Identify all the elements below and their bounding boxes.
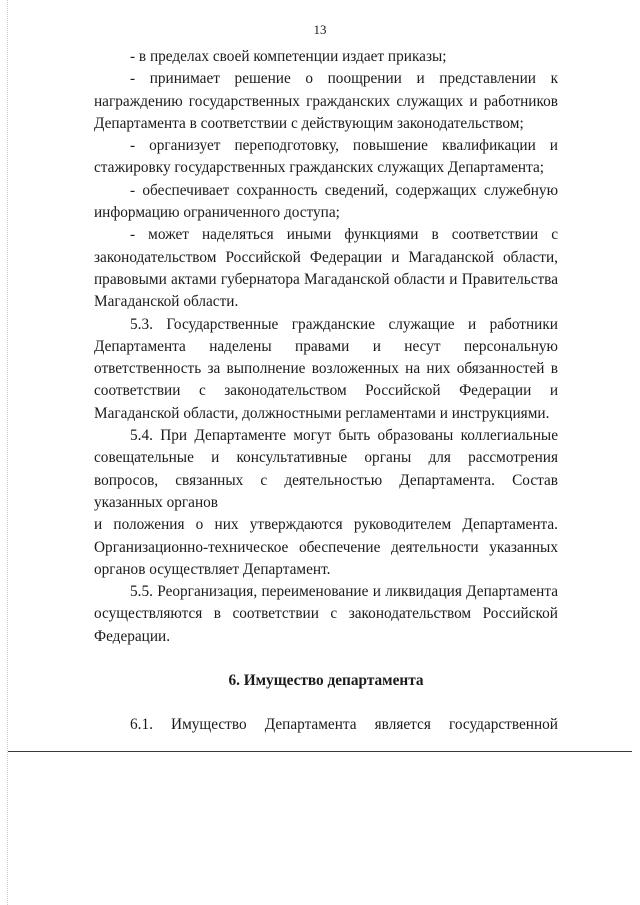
paragraph-other-functions: - может наделяться иными функциями в соответствии с законодательством Российской Федерации и Магаданской области, правовыми актами губернатора Магаданской области и Правительства Магаданской области. bbox=[94, 226, 558, 311]
binding-edge bbox=[7, 0, 8, 905]
section-heading: 6. Имущество департамента bbox=[228, 672, 424, 690]
paragraph-issue-orders: - в пределах своей компетенции издает приказы; bbox=[130, 48, 447, 65]
paragraph-5-5: 5.5. Реорганизация, переименование и ликвидация Департамента осуществляются в соответствии с законодательством Российской Федерации. bbox=[94, 583, 558, 645]
paragraph-5-4-continued: и положения о них утверждаются руководителем Департамента. Организационно-техническое обеспечение деятельности указанных органов осуществляет Департамент. bbox=[94, 516, 558, 578]
paragraph-5-4: 5.4. При Департаменте могут быть образованы коллегиальные совещательные и консультативные органы для рассмотрения вопросов, связанных с деятельностью Департамента. Состав указанных органов bbox=[94, 427, 558, 511]
paragraph-6-1: 6.1. Имущество Департамента является государственной bbox=[130, 716, 558, 734]
paragraph-5-3: 5.3. Государственные гражданские служащие и работники Департамента наделены правами и несут персональную ответственность за выполнение возложенных на них обязанностей в соответствии с законодательством Российской Федерации и Магаданской области, должностными регламентами и инструкциями. bbox=[94, 315, 558, 422]
paragraph-awards: - принимает решение о поощрении и представлении к награждению государственных гражданских служащих и работников Департамента в соответствии с действующим законодательством; bbox=[94, 70, 558, 132]
page-number: 13 bbox=[313, 22, 327, 37]
paragraph-retraining: - организует переподготовку, повышение квалификации и стажировку государственных гражданских служащих Департамента; bbox=[94, 137, 558, 177]
page-divider-line bbox=[8, 751, 632, 752]
paragraph-confidential-info: - обеспечивает сохранность сведений, содержащих служебную информацию ограниченного доступа; bbox=[94, 181, 558, 222]
document-body bbox=[94, 46, 558, 737]
